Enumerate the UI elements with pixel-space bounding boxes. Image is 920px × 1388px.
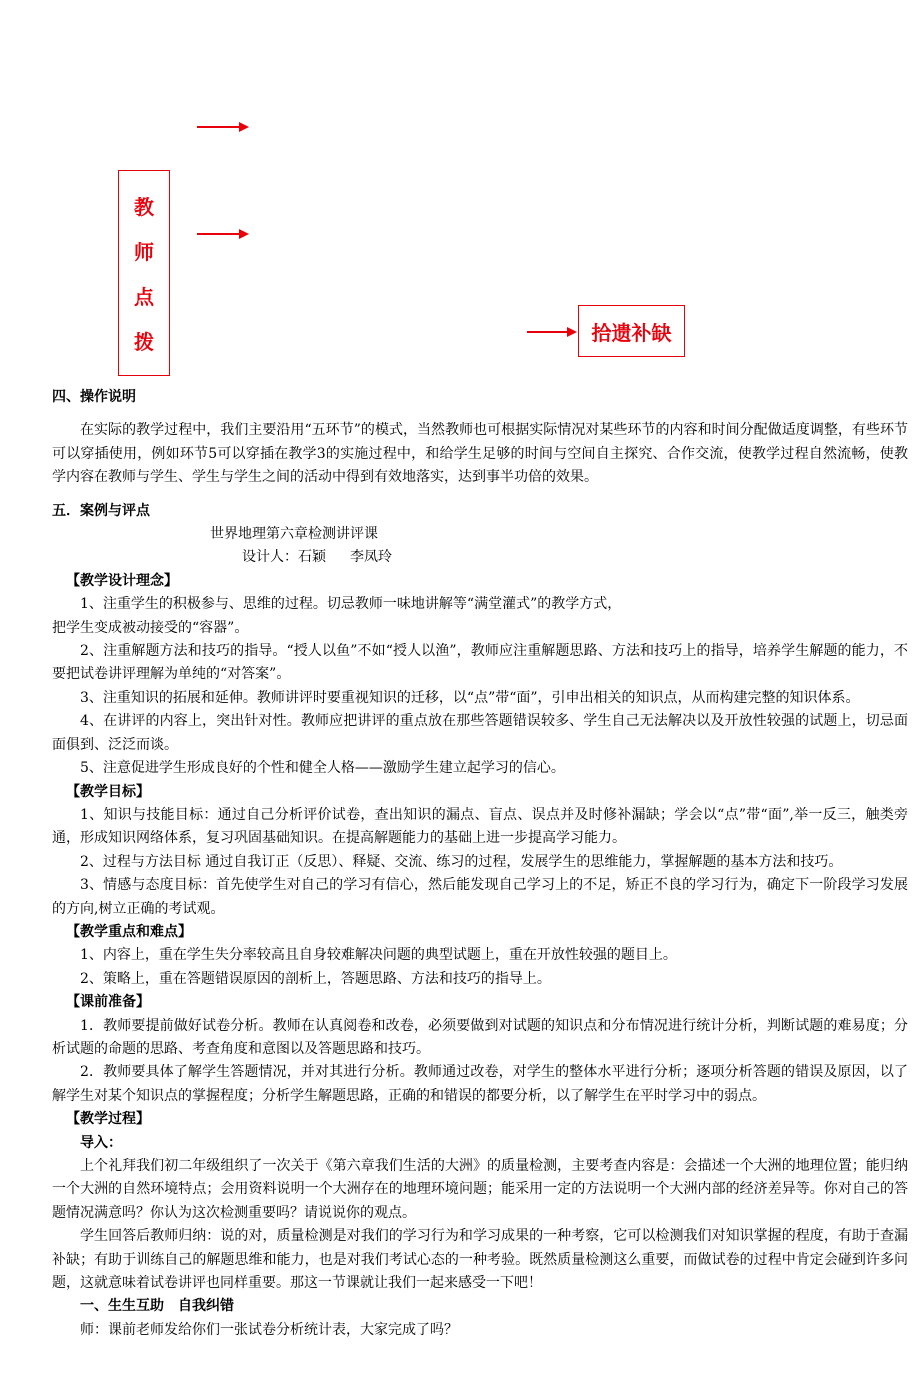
intro-paragraph: 上个礼拜我们初二年级组织了一次关于《第六章我们生活的大洲》的质量检测，主要考查内容是：会描述一个大洲的地理位置；能归纳一个大洲的自然环境特点；会用资料说明一个大洲存在的地理环境问题；能采用一定的方法说明一个大洲内部的经济差异等。你对自己的答题情况满意吗？你认为这次检测重要吗？请说说你的观点。 — [52, 1158, 908, 1221]
document-body — [52, 386, 908, 1342]
design-concept-item-1: 1、注重学生的积极参与、思维的过程。切忌教师一味地讲解等“满堂灌式”的教学方式， — [80, 596, 622, 613]
key-points-heading: 【教学重点和难点】 — [66, 923, 192, 940]
step1-heading: 一、生生互助 自我纠错 — [80, 1298, 234, 1315]
arrow-middle — [197, 233, 247, 235]
teacher-box-char-1: 教 — [134, 195, 154, 219]
section5-heading: 五．案例与评点 — [52, 502, 150, 519]
design-concept-item-5: 5、注意促进学生形成良好的个性和健全人格——激励学生建立起学习的信心。 — [80, 760, 565, 777]
section4-heading: 四、操作说明 — [52, 389, 136, 405]
teacher-box-char-4: 拨 — [134, 330, 154, 354]
process-heading: 【教学过程】 — [66, 1111, 150, 1128]
design-concept-item-2: 2、注重解题方法和技巧的指导。“授人以鱼”不如“授人以渔”，教师应注重解题思路、方法和技巧上的指导，培养学生解题的能力，不要把试卷讲评理解为单纯的“对答案”。 — [52, 643, 908, 683]
designer-label: 设计人：石颖 — [242, 549, 326, 566]
case-title: 世界地理第六章检测讲评课 — [210, 526, 378, 543]
designer-name-2: 李凤玲 — [350, 549, 392, 566]
design-concept-item-4: 4、在讲评的内容上，突出针对性。教师应把讲评的重点放在那些答题错误较多、学生自己无法解决以及开放性较强的试题上，切忌面面俱到、泛泛而谈。 — [52, 713, 908, 753]
preparation-heading: 【课前准备】 — [66, 994, 150, 1011]
design-concept-heading: 【教学设计理念】 — [66, 572, 178, 589]
teacher-box-char-3: 点 — [134, 285, 154, 309]
key-points-item-1: 1、内容上，重在学生失分率较高且自身较难解决问题的典型试题上，重在开放性较强的题目上。 — [80, 947, 677, 964]
key-points-item-2: 2、策略上，重在答题错误原因的剖析上，答题思路、方法和技巧的指导上。 — [80, 970, 551, 987]
case-designers — [52, 546, 908, 569]
arrow-top — [197, 126, 247, 128]
goals-item-2: 2、过程与方法目标 通过自我订正（反思）、释疑、交流、练习的过程，发展学生的思维能力，掌握解题的基本方法和技巧。 — [80, 853, 843, 870]
summary-paragraph: 学生回答后教师归纳：说的对，质量检测是对我们的学习行为和学习成果的一种考察，它可以检测我们对知识掌握的程度，有助于查漏补缺；有助于训练自己的解题思维和能力，也是对我们考试心态的一种考验。既然质量检测这么重要，而做试卷的过程中肯定会碰到许多问题，这就意味着试卷讲评也同样重要。那这一节课就让我们一起来感受一下吧！ — [52, 1228, 908, 1292]
teacher-guidance-box — [118, 170, 170, 376]
fill-gaps-box: 拾遗补缺 — [578, 305, 685, 357]
teacher-box-char-2: 师 — [134, 240, 154, 264]
design-concept-item-1-cont: 把学生变成被动接受的“容器”。 — [52, 619, 249, 636]
arrow-to-right-box — [527, 331, 575, 333]
goals-heading: 【教学目标】 — [66, 783, 150, 800]
goals-item-1: 1、知识与技能目标：通过自己分析评价试卷，查出知识的漏点、盲点、误点并及时修补漏缺；学会以“点”带“面”,举一反三，触类旁通，形成知识网络体系，复习巩固基础知识。在提高解题能力的基础上进一步提高学习能力。 — [52, 806, 908, 847]
goals-item-3: 3、情感与态度目标：首先使学生对自己的学习有信心，然后能发现自己学习上的不足，矫正不良的学习行为，确定下一阶段学习发展的方向,树立正确的考试观。 — [52, 877, 908, 917]
step1-paragraph: 师：课前老师发给你们一张试卷分析统计表，大家完成了吗？ — [80, 1321, 458, 1338]
intro-label: 导入： — [80, 1134, 122, 1151]
preparation-item-1: 1．教师要提前做好试卷分析。教师在认真阅卷和改卷，必须要做到对试题的知识点和分布情况进行统计分析，判断试题的难易度；分析试题的命题的思路、考查角度和意图以及答题思路和技巧。 — [52, 1017, 908, 1057]
section4-paragraph: 在实际的教学过程中，我们主要沿用“五环节”的模式，当然教师也可根据实际情况对某些环节的内容和时间分配做适度调整，有些环节可以穿插使用，例如环节5可以穿插在教学3的实施过程中，和给学生足够的时间与空间自主探究、合作交流，使教学过程自然流畅，使教学内容在教师与学生、学生与学生之间的活动中得到有效地落实，达到事半功倍的效果。 — [52, 422, 908, 486]
preparation-item-2: 2．教师要具体了解学生答题情况，并对其进行分析。教师通过改卷，对学生的整体水平进行分析；逐项分析答题的错误及原因，以了解学生对某个知识点的掌握程度；分析学生解题思路，正确的和错误的都要分析，以了解学生在平时学习中的弱点。 — [52, 1064, 908, 1104]
design-concept-item-3: 3、注重知识的拓展和延伸。教师讲评时要重视知识的迁移，以“点”带“面”，引申出相关的知识点，从而构建完整的知识体系。 — [80, 689, 860, 706]
